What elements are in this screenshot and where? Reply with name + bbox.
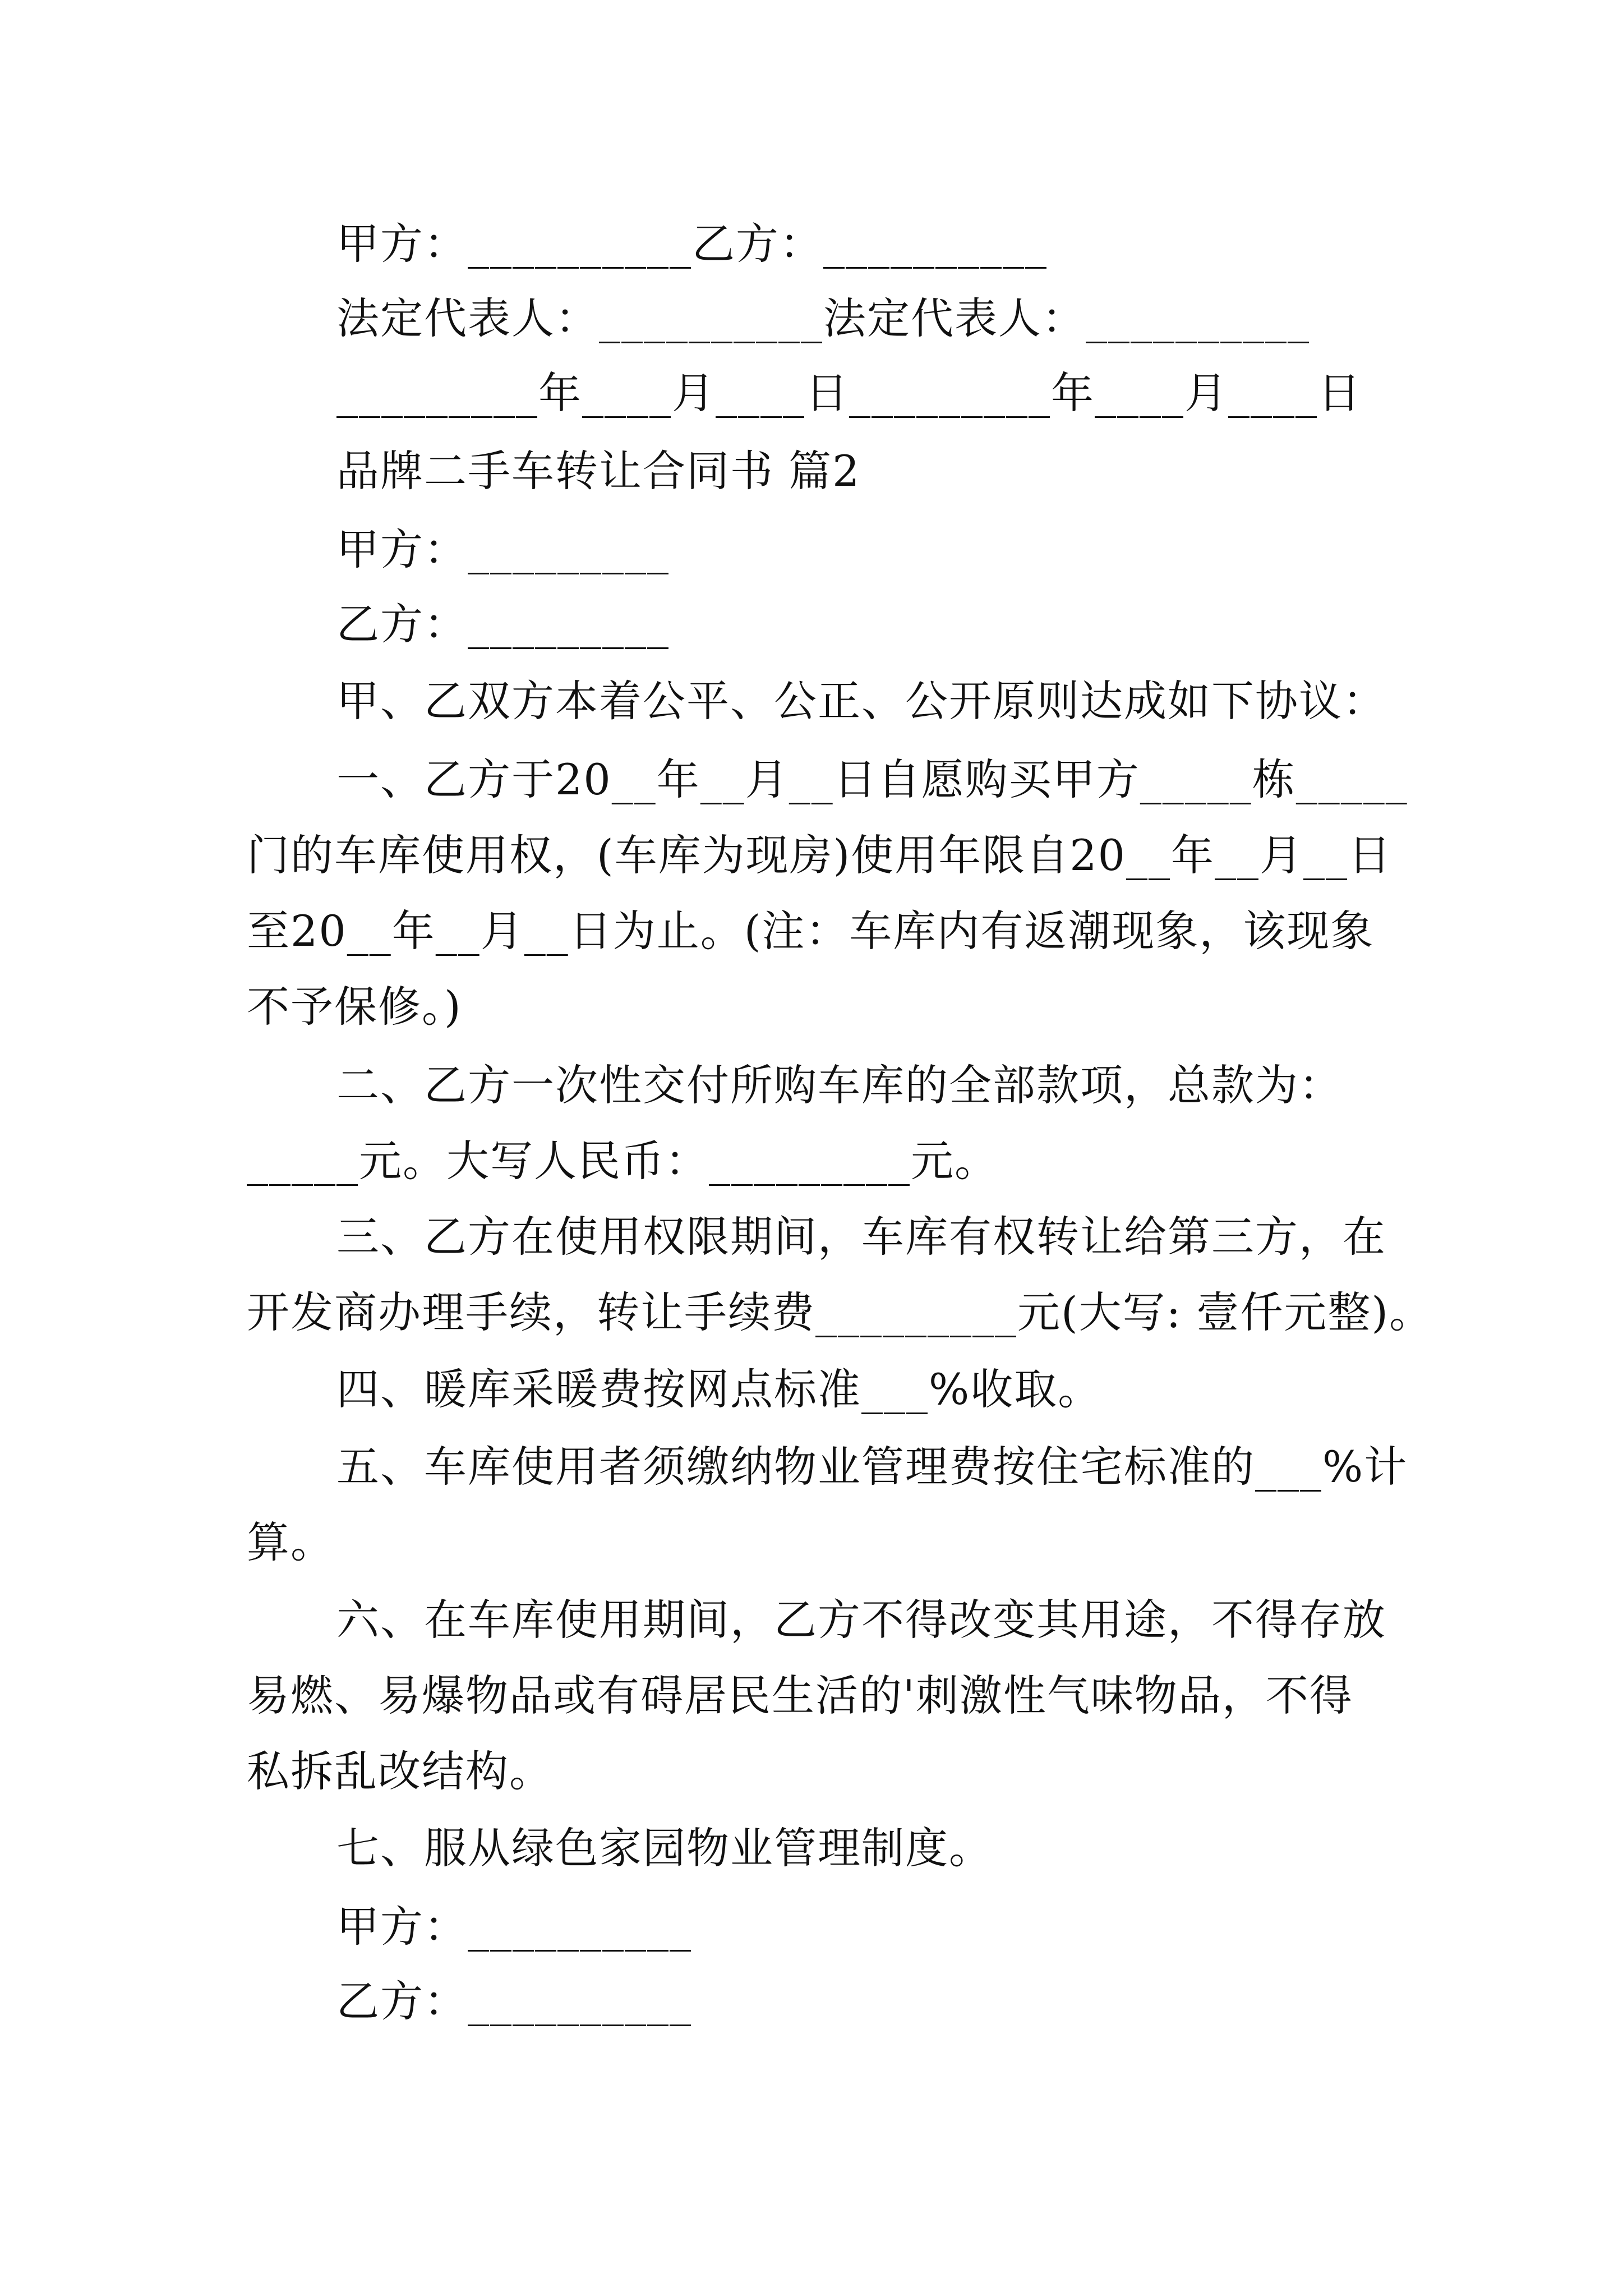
clause-3-line-1: 三、乙方在使用权限期间，车库有权转让给第三方，在 [336,1212,1386,1262]
intro-paragraph: 甲、乙双方本着公平、公正、公开原则达成如下协议： [336,676,1386,726]
clause-2-line-1: 二、乙方一次性交付所购车库的全部款项，总款为： [336,1060,1343,1110]
clause-1-line-4: 不予保修。) [247,982,462,1032]
clause-6-line-3: 私拆乱改结构。 [247,1746,553,1796]
clause-5-line-1: 五、车库使用者须缴纳物业管理费按住宅标准的___%计 [336,1442,1408,1492]
signature-rep-line: 法定代表人：__________法定代表人：__________ [336,293,1310,343]
clause-3-line-2: 开发商办理手续，转让手续费_________元(大写: 壹仟元整)。 [247,1287,1433,1337]
signature-date-line: _________年____月____日_________年____月____日 [336,368,1362,418]
clause-1-line-2: 门的车库使用权，(车库为现房)使用年限自20__年__月__日 [247,830,1393,880]
clause-4: 四、暖库采暖费按网点标准___%收取。 [336,1364,1102,1414]
clause-1-line-1: 一、乙方于20__年__月__日自愿购买甲方_____栋_____ [336,754,1408,804]
clause-6-line-1: 六、在车库使用期间，乙方不得改变其用途，不得存放 [336,1595,1386,1645]
clause-2-line-2: _____元。大写人民币：_________元。 [247,1136,998,1186]
clause-7: 七、服从绿色家园物业管理制度。 [336,1823,993,1873]
party-a-line: 甲方：_________ [336,524,670,574]
clause-5-line-2: 算。 [247,1517,334,1567]
clause-6-line-2: 易燃、易爆物品或有碍居民生活的'刺激性气味物品，不得 [247,1671,1353,1720]
section-title: 品牌二手车转让合同书 篇2 [336,446,861,496]
signature-party-a: 甲方：__________ [336,1902,692,1952]
signature-party-line: 甲方：__________乙方：__________ [336,219,1048,269]
signature-party-b: 乙方：__________ [336,1976,692,2026]
clause-1-line-3: 至20__年__月__日为止。(注：车库内有返潮现象，该现象 [247,906,1375,956]
party-b-line: 乙方：_________ [336,599,670,649]
